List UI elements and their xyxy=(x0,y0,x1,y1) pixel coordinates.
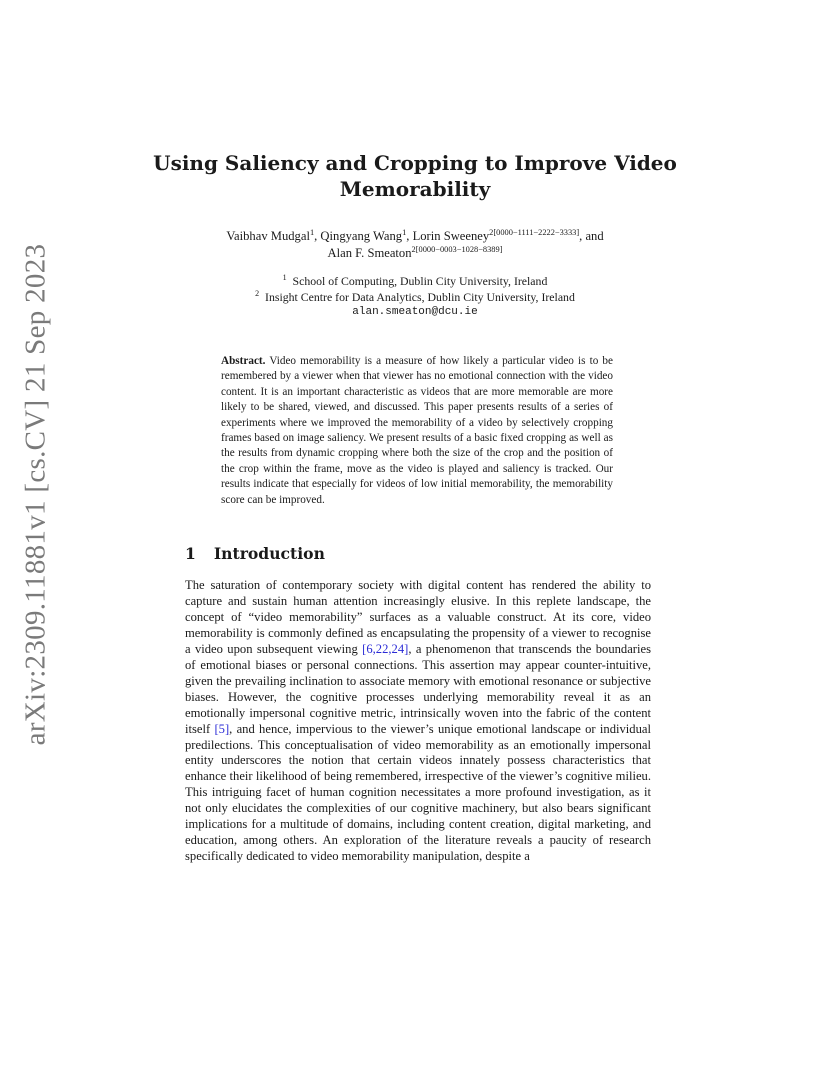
body-text-run: The saturation of contemporary society with digital content has rendered the ability to capture and sustain human attention increasingly elusive. In this replete landscape, the concept of “video memorability” surfaces as a valuable construct. At its core, video memorability is commonly defined as encapsulating the propensity of a viewer to recognise a video upon subsequent viewing xyxy=(185,578,651,656)
author-affiliation-marker: 1 xyxy=(402,227,407,237)
author-orcid-marker: 2[0000−1111−2222−3333] xyxy=(489,227,580,237)
author-separator: , and xyxy=(579,229,604,243)
affiliation-line xyxy=(150,290,680,306)
citation-link[interactable]: [5] xyxy=(214,721,230,736)
paper-title: Using Saliency and Cropping to Improve Video Memorability xyxy=(153,151,677,201)
affiliation-text: School of Computing, Dublin City University, Ireland xyxy=(292,274,548,288)
arxiv-identifier-stamp xyxy=(19,243,52,745)
author-name: Lorin Sweeney xyxy=(412,229,490,243)
affiliation-line xyxy=(150,274,680,290)
author-name: Qingyang Wang xyxy=(320,229,403,243)
body-paragraph xyxy=(185,578,651,865)
affiliation-marker: 2 xyxy=(255,288,260,298)
author-name: Alan F. Smeaton xyxy=(327,246,412,260)
author-name: Vaibhav Mudgal xyxy=(226,229,310,243)
citation-link[interactable]: [6,22,24] xyxy=(362,641,409,656)
affiliations xyxy=(150,274,680,321)
author-orcid-marker: 2[0000−0003−1028−8389] xyxy=(411,244,503,254)
body-text-run: , a phenomenon that transcends the boundaries of emotional biases or personal connections. This assertion may appear counter-intuitive, given the prevailing inclination to associate memory with emotional resonance or subjective biases. However, the cognitive processes underlying memorability reveal it as an emotionally impersonal cognitive metric, intrinsically woven into the fabric of the content itself xyxy=(185,641,651,736)
abstract-label: Abstract. xyxy=(221,355,266,367)
affiliation-marker: 1 xyxy=(282,273,287,283)
affiliation-text: Insight Centre for Data Analytics, Dublin City University, Ireland xyxy=(265,289,575,304)
author-separator: , xyxy=(406,229,413,243)
section-title: Introduction xyxy=(213,544,325,563)
abstract-block xyxy=(221,354,613,508)
contact-email: alan.smeaton@dcu.ie xyxy=(352,306,478,318)
author-separator: , xyxy=(314,229,321,243)
author-list xyxy=(150,228,680,262)
body-text-run: , and hence, impervious to the viewer’s unique emotional landscape or individual predilections. This conceptualisation of video memorability as an emotionally impersonal entity underscores the notion that certain videos innately possess characteristics that enhance their likelihood of being remembered, irrespective of the viewer’s cognitive milieu. This intriguing facet of human cognition necessitates a more profound investigation, as it not only elucidates the complexities of our cognitive machinery, but also bears significant implications for a multitude of domains, including content creation, digital marketing, and education, among others. An exploration of the literature reveals a paucity of research specifically dedicated to video memorability manipulation, despite a xyxy=(185,721,651,864)
section-number: 1 xyxy=(185,544,196,563)
section-heading xyxy=(185,544,325,563)
abstract-text: Video memorability is a measure of how likely a particular video is to be remembered by a viewer when that viewer has no emotional connection with the video content. It is an important characteristic as videos that are more memorable are more likely to be shared, viewed, and discussed. This paper presents results of a series of experiments where we improved the memorability of a video by selectively cropping frames based on image saliency. We present results of a basic fixed cropping as well as the results from dynamic cropping where both the size of the crop and the position of the crop within the frame, move as the video is played and saliency is tracked. Our results indicate that especially for videos of low initial memorability, the memorability score can be improved. xyxy=(221,355,613,506)
author-affiliation-marker: 1 xyxy=(309,227,315,237)
arxiv-id-text: arXiv:2309.11881v1 [cs.CV] 21 Sep 2023 xyxy=(19,243,52,745)
